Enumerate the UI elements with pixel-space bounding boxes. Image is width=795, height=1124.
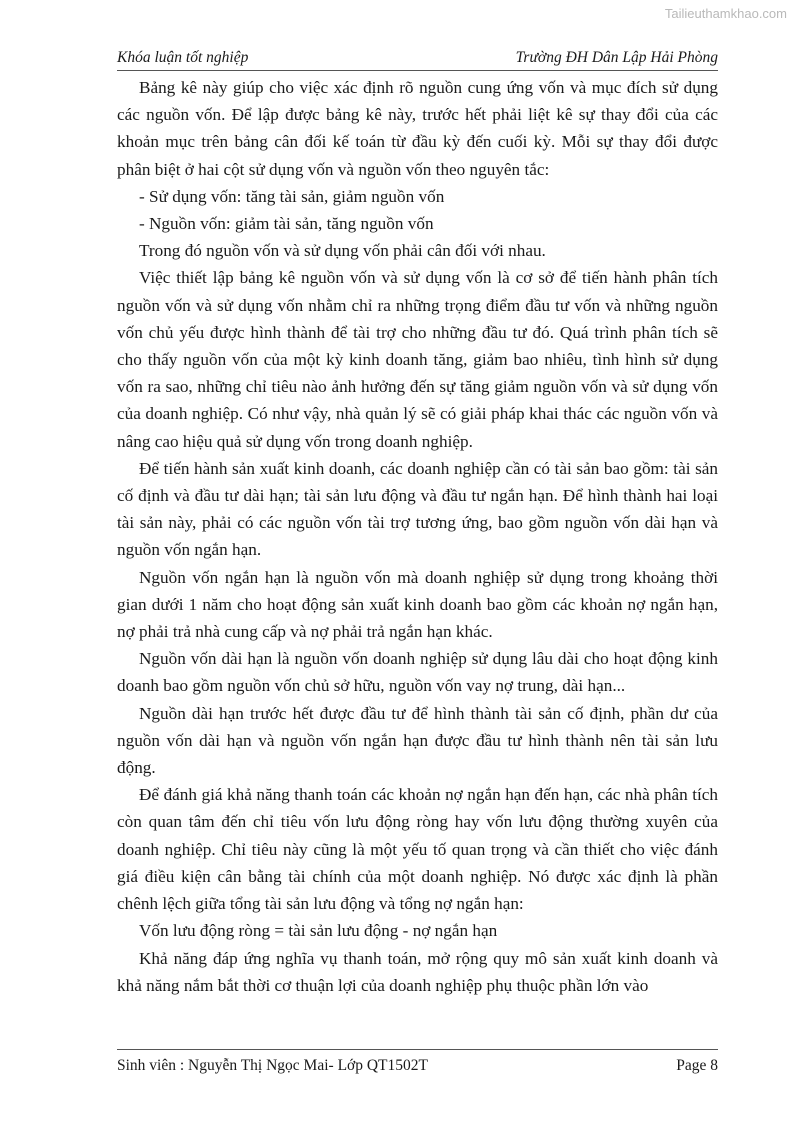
footer-student: Sinh viên : Nguyễn Thị Ngọc Mai- Lớp QT1502T — [117, 1057, 428, 1074]
bullet-item: - Nguồn vốn: giảm tài sản, tăng nguồn vốn — [139, 214, 434, 234]
header-university: Trường ĐH Dân Lập Hải Phòng — [515, 49, 718, 66]
page-number: Page 8 — [676, 1057, 718, 1074]
formula: Vốn lưu động ròng = tài sản lưu động - nợ ngắn hạn — [139, 921, 498, 941]
paragraph: Nguồn vốn ngắn hạn là nguồn vốn mà doanh nghiệp sử dụng trong khoảng thời gian dưới 1 năm cho hoạt động sản xuất kinh doanh bao gồm các khoản nợ ngắn hạn, nợ phải trả nhà cung cấp và nợ phải trả ngắn hạn khác. — [117, 567, 718, 642]
paragraph: Bảng kê này giúp cho việc xác định rõ nguồn cung ứng vốn và mục đích sử dụng các nguồn vốn. Để lập được bảng kê này, trước hết phải liệt kê sự thay đổi của các khoản mục trên bảng cân đối kế toán từ đầu kỳ đến cuối kỳ. Mỗi sự thay đổi được phân biệt ở hai cột sử dụng vốn và nguồn vốn theo nguyên tắc: — [117, 78, 718, 179]
page-footer — [117, 1049, 718, 1074]
paragraph: Để tiến hành sản xuất kinh doanh, các doanh nghiệp cần có tài sản bao gồm: tài sản cố định và đầu tư dài hạn; tài sản lưu động và đầu tư ngắn hạn. Để hình thành hai loại tài sản này, phải có các nguồn vốn tài trợ tương ứng, bao gồm nguồn vốn dài hạn và nguồn vốn ngắn hạn. — [117, 458, 718, 560]
watermark: Tailieuthamkhao.com — [664, 6, 787, 21]
paragraph: Trong đó nguồn vốn và sử dụng vốn phải cân đối với nhau. — [139, 241, 546, 261]
body-text — [117, 74, 718, 999]
page-header — [117, 48, 718, 71]
paragraph: Nguồn vốn dài hạn là nguồn vốn doanh nghiệp sử dụng lâu dài cho hoạt động kinh doanh bao gồm nguồn vốn chủ sở hữu, nguồn vốn vay nợ trung, dài hạn... — [117, 649, 718, 696]
paragraph: Nguồn dài hạn trước hết được đầu tư để hình thành tài sản cố định, phần dư của nguồn vốn dài hạn và nguồn vốn ngắn hạn được đầu tư hình thành nên tài sản lưu động. — [117, 703, 718, 778]
paragraph: Khả năng đáp ứng nghĩa vụ thanh toán, mở rộng quy mô sản xuất kinh doanh và khả năng nắm bắt thời cơ thuận lợi của doanh nghiệp phụ thuộc phần lớn vào — [117, 948, 718, 995]
bullet-item: - Sử dụng vốn: tăng tài sản, giảm nguồn vốn — [139, 186, 445, 206]
paragraph: Việc thiết lập bảng kê nguồn vốn và sử dụng vốn là cơ sở để tiến hành phân tích nguồn vốn và sử dụng vốn nhằm chỉ ra những trọng điểm đầu tư vốn và những nguồn vốn chủ yếu được hình thành để tài trợ cho những đầu tư đó. Quá trình phân tích sẽ cho thấy nguồn vốn của một kỳ kinh doanh tăng, giảm bao nhiêu, tình hình sử dụng vốn ra sao, những chỉ tiêu nào ảnh hưởng đến sự tăng giảm nguồn vốn và sử dụng vốn của doanh nghiệp. Có như vậy, nhà quản lý sẽ có giải pháp khai thác các nguồn vốn và nâng cao hiệu quả sử dụng vốn trong doanh nghiệp. — [117, 268, 718, 451]
header-thesis-title: Khóa luận tốt nghiệp — [117, 49, 249, 66]
paragraph: Để đánh giá khả năng thanh toán các khoản nợ ngắn hạn đến hạn, các nhà phân tích còn quan tâm đến chỉ tiêu vốn lưu động ròng hay vốn lưu động thường xuyên của doanh nghiệp. Chỉ tiêu này cũng là một yếu tố quan trọng và cần thiết cho việc đánh giá điều kiện cân bằng tài chính của một doanh nghiệp. Nó được xác định là phần chênh lệch giữa tổng tài sản lưu động và tổng nợ ngắn hạn: — [117, 785, 718, 914]
